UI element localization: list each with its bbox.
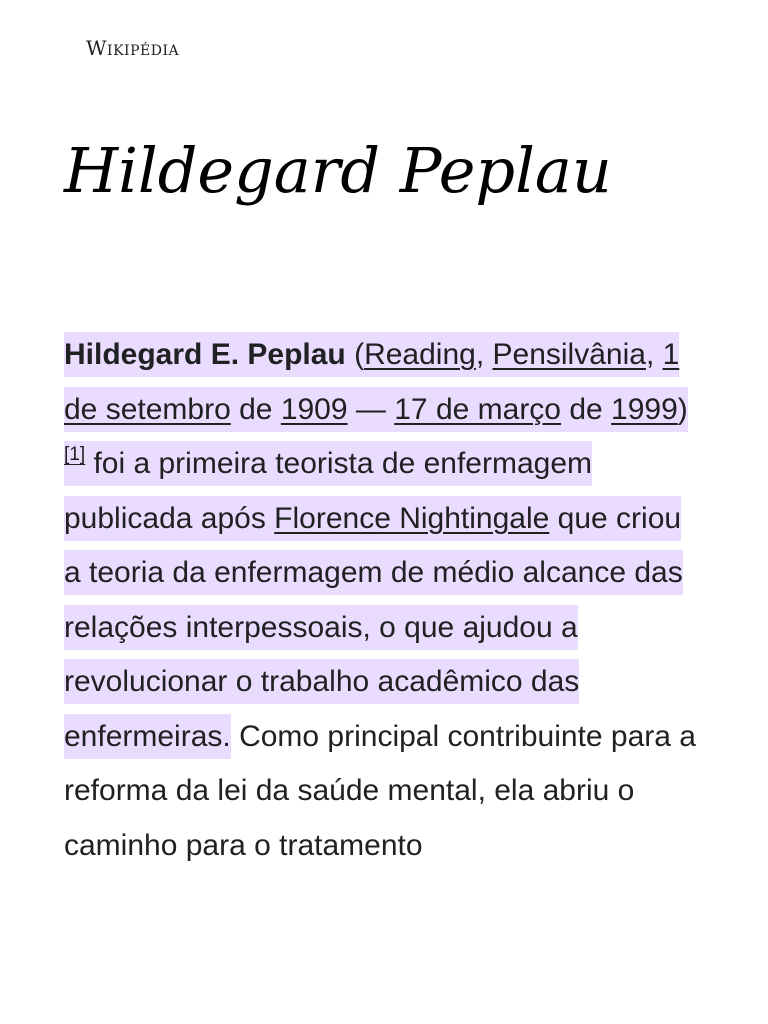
text-fragment: foi a primeira teorista de enfermagem publicada após bbox=[64, 447, 593, 535]
link-reading[interactable]: Reading bbox=[364, 338, 476, 371]
link-death-year[interactable]: 1999 bbox=[611, 392, 678, 426]
link-birth-year[interactable]: 1909 bbox=[280, 392, 348, 426]
text-fragment: , bbox=[645, 338, 663, 371]
reference-marker bbox=[64, 444, 85, 465]
link-death-date[interactable]: 17 de março bbox=[394, 392, 561, 426]
text-fragment: que criou a teoria da enfermagem de médio alcance das relações interpessoais, o que ajudou a revolucionar o trabalho acadêmico das enfermeiras. bbox=[64, 501, 683, 753]
text-fragment: Como principal contribuinte para a reforma da lei da saúde mental, ela abriu o caminho para o tratamento bbox=[64, 719, 696, 862]
article-lead-paragraph bbox=[64, 328, 704, 873]
reference-link-1[interactable]: [1] bbox=[64, 444, 86, 465]
page-title: Hildegard Peplau bbox=[64, 134, 612, 207]
wikipedia-wordmark[interactable]: Wikipédia bbox=[86, 36, 180, 60]
subject-name: Hildegard E. Peplau bbox=[64, 338, 346, 371]
link-birth-date[interactable]: 1 de setembro bbox=[64, 338, 680, 426]
link-florence-nightingale[interactable]: Florence Nightingale bbox=[274, 501, 550, 535]
text-fragment: ) bbox=[677, 392, 688, 426]
text-fragment: de bbox=[561, 392, 612, 426]
text-fragment: de bbox=[230, 392, 281, 426]
link-pensilvania[interactable]: Pensilvânia bbox=[492, 338, 646, 371]
text-fragment: ( bbox=[345, 338, 365, 371]
highlighted-passage bbox=[64, 332, 688, 759]
text-fragment: , bbox=[475, 338, 485, 371]
text-fragment: — bbox=[347, 392, 395, 426]
